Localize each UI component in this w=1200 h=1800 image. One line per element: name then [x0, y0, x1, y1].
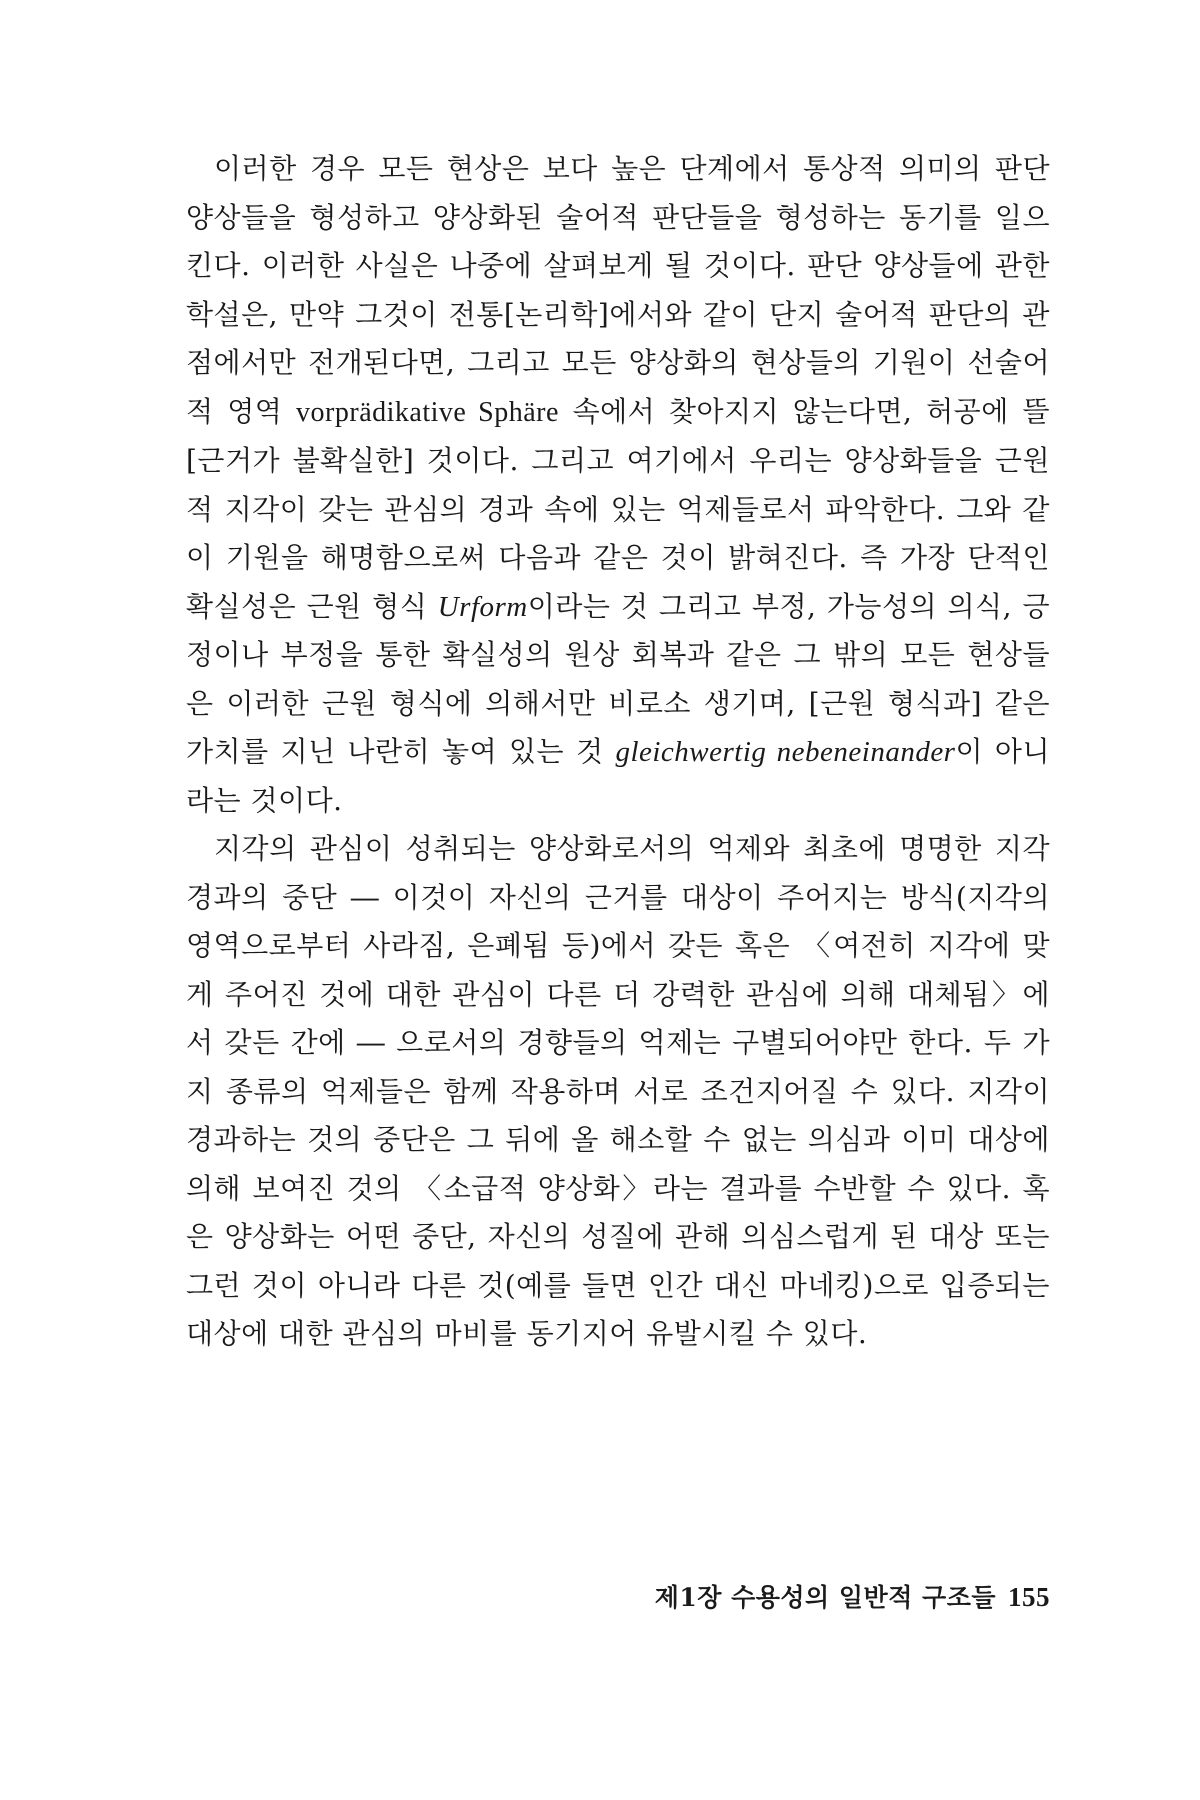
running-head: 제1장 수용성의 일반적 구조들 [654, 1583, 996, 1612]
page-number: 155 [1008, 1582, 1050, 1612]
p1-term-vorpradikative: vorprädikative Sphäre [296, 396, 559, 428]
p1-term-gleichwertig: gleichwertig nebeneinander [615, 736, 956, 768]
p1-segment-2: 속에서 찾아지지 않는다면, 허공에 뜰[근거가 불확실한] 것이다. 그리고 여기에서 우리는 양상화들을 근원적 지각이 갖는 관심의 경과 속에 있는 억제들로서 파악한다. 그와 같이 기원을 해명함으로써 다음과 같은 것이 밝혀진다. 즉 가장 단적인 확실성은 근원 형식 [186, 394, 1050, 623]
p1-segment-1: 이러한 경우 모든 현상은 보다 높은 단계에서 통상적 의미의 판단 양상들을 형성하고 양상화된 술어적 판단들을 형성하는 동기를 일으킨다. 이러한 사실은 나중에 살펴보게 될 것이다. 판단 양상들에 관한 학설은, 만약 그것이 전통[논리학]에서와 같이 단지 술어적 판단의 관점에서만 전개된다면, 그리고 모든 양상화의 현상들의 기원이 선술어적 영역 [186, 152, 1050, 428]
p1-segment-4: 이 아니라는 것이다. [186, 735, 1051, 817]
page-footer [600, 1578, 1050, 1614]
paragraph-1 [186, 145, 1050, 825]
p1-segment-3: 이라는 것 그리고 부정, 가능성의 의식, 긍정이나 부정을 통한 확실성의 원상 회복과 같은 그 밖의 모든 현상들은 이러한 근원 형식에 의해서만 비로소 생기며, [근원 형식과] 같은 가치를 지닌 나란히 놓여 있는 것 [186, 589, 1050, 768]
body-text [186, 145, 1050, 1359]
p1-term-urform: Urform [437, 590, 528, 623]
p2-segment-1: 지각의 관심이 성취되는 양상화로서의 억제와 최초에 명명한 지각 경과의 중단 ― 이것이 자신의 근거를 대상이 주어지는 방식(지각의 영역으로부터 사라짐, 은폐됨 등)에서 갖든 혹은 〈여전히 지각에 맞게 주어진 것에 대한 관심이 다른 더 강력한 관심에 의해 대체됨〉에서 갖든 간에 ― 으로서의 경향들의 억제는 구별되어야만 한다. 두 가지 종류의 억제들은 함께 작용하며 서로 조건지어질 수 있다. 지각이 경과하는 것의 중단은 그 뒤에 올 해소할 수 없는 의심과 이미 대상에 의해 보여진 것의 〈소급적 양상화〉라는 결과를 수반할 수 있다. 혹은 양상화는 어떤 중단, 자신의 성질에 관해 의심스럽게 된 대상 또는 그런 것이 아니라 다른 것(예를 들면 인간 대신 마네킹)으로 입증되는 대상에 대한 관심의 마비를 동기지어 유발시킬 수 있다. [186, 832, 1050, 1350]
paragraph-2 [186, 825, 1050, 1359]
